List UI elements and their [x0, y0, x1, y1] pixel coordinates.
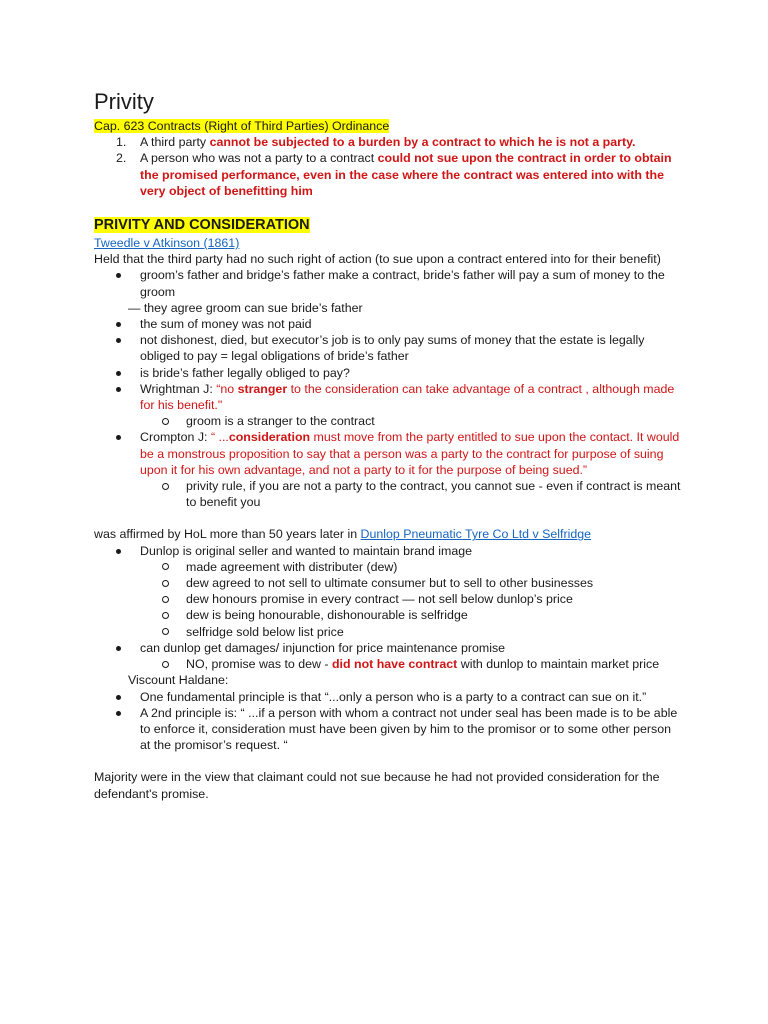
case-link-tweedle[interactable]: Tweedle v Atkinson (1861) [94, 236, 240, 251]
case1-held: Held that the third party had no such right of action (to sue upon a contract entered into for their benefit) [94, 252, 661, 267]
list-subitem: dew is being honourable, dishonourable is selfridge [94, 607, 684, 623]
list-item: the sum of money was not paid [94, 316, 684, 332]
conclusion-paragraph: Majority were in the view that claimant could not sue because he had not provided consideration for the defendant's promise. [94, 770, 660, 801]
list-subitem: selfridge sold below list price [94, 624, 684, 640]
list-item: can dunlop get damages/ injunction for price maintenance promise [94, 640, 684, 656]
list-subitem: groom is a stranger to the contract [94, 413, 684, 429]
rule-1: 1. A third party cannot be subjected to a burden by a contract to which he is not a party. [116, 135, 636, 150]
list-item: not dishonest, died, but executor’s job is to only pay sums of money that the estate is legally obliged to pay = legal obligations of bride’s father [94, 332, 684, 364]
case2-intro: was affirmed by HoL more than 50 years later in Dunlop Pneumatic Tyre Co Ltd v Selfridge [94, 527, 592, 542]
wrightman-quote: Wrightman J: “no stranger to the consideration can take advantage of a contract , although made for his benefit." [94, 381, 684, 413]
list-item: groom’s father and bridge’s father make a contract, bride’s father will pay a sum of money to the groom [94, 267, 684, 299]
list-subitem: dew agreed to not sell to ultimate consumer but to sell to other businesses [94, 575, 684, 591]
list-subitem: made agreement with distributer (dew) [94, 559, 684, 575]
list-item: is bride’s father legally obliged to pay? [94, 365, 684, 381]
page-title: Privity [94, 89, 154, 114]
list-subitem: privity rule, if you are not a party to the contract, you cannot sue - even if contract is meant to benefit you [94, 478, 684, 510]
crompton-quote: Crompton J: “ ...consideration must move from the party entitled to sue upon the contact. It would be a monstrous proposition to say that a person was a party to the contract for purpose of suing upon it for his own advantage, and not a party to it for the purpose of being sued.” [94, 429, 684, 478]
list-subitem: dew honours promise in every contract — not sell below dunlop’s price [94, 591, 684, 607]
list-item: A 2nd principle is: “ ...if a person with whom a contract not under seal has been made is to be able to enforce it, consideration must have been given by him to the promisor or to some other person at the promisor’s request. “ [94, 705, 684, 754]
ordinance-heading: Cap. 623 Contracts (Right of Third Parties) Ordinance [94, 119, 390, 133]
list-item: One fundamental principle is that “...only a person who is a party to a contract can sue on it.” [94, 689, 684, 705]
list-item: Dunlop is original seller and wanted to maintain brand image [94, 543, 684, 559]
viscount-haldane-label: Viscount Haldane: [128, 673, 229, 688]
case-link-dunlop[interactable]: Dunlop Pneumatic Tyre Co Ltd v Selfridge [360, 527, 592, 542]
section-heading: PRIVITY AND CONSIDERATION [94, 217, 310, 234]
list-subitem: NO, promise was to dew - did not have contract with dunlop to maintain market price [94, 656, 684, 672]
list-item-dash: — they agree groom can sue bride’s father [128, 300, 363, 315]
rule-2: 2. A person who was not a party to a contract could not sue upon the contract in order to obtain the promised performance, even in the case where the contract was entered into with the very object of benefitting him [116, 151, 672, 198]
document-content [94, 88, 684, 802]
